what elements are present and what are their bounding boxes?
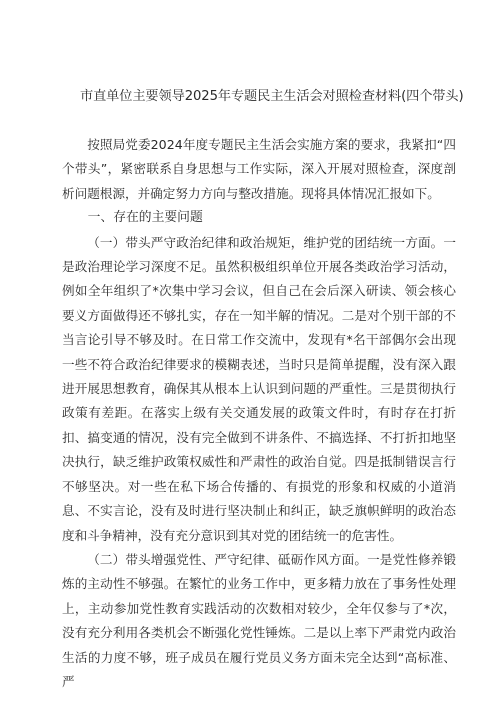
document-title: 市直单位主要领导2025年专题民主生活会对照检查材料(四个带头) xyxy=(80,89,464,104)
intro-paragraph: 按照局党委2024年度专题民主生活会实施方案的要求，我紧扣“四个带头”，紧密联系自身思想与工作实际，深入开展对照检查，深度剖析问题根源，并确定努力方向与整改措施。现将具体情况汇报如下。 xyxy=(62,137,456,201)
section-heading: 一、存在的主要问题 xyxy=(87,210,203,226)
body-paragraph-2: （二）带头增强党性、严守纪律、砥砺作风方面。一是党性修养锻炼的主动性不够强。在繁忙的业务工作中，更多精力放在了事务性处理上，主动参加党性教育实践活动的次数相对较少，全年仅参与了*次，没有充分利用各类机会不断强化党性锤炼。二是以上率下严肃党内政治生活的力度不够，班子成员在履行党员义务方面未完全达到“高标准、严 xyxy=(62,551,456,689)
body-paragraph-1: （一）带头严守政治纪律和政治规矩，维护党的团结统一方面。一是政治理论学习深度不足。虽然积极组织单位开展各类政治学习活动，例如全年组织了*次集中学习会议，但自己在会后深入研读、领会核心要义方面做得还不够扎实，存在一知半解的情况。二是对个别干部的不当言论引导不够及时。在日常工作交流中，发现有*名干部偶尔会出现一些不符合政治纪律要求的模糊表述，当时只是简单提醒，没有深入跟进开展思想教育，确保其从根本上认识到问题的严重性。三是贯彻执行政策有差距。在落实上级有关交通发展的政策文件时，有时存在打折扣、搞变通的情况，没有完全做到不讲条件、不搞选择、不打折扣地坚决执行，缺乏维护政策权威性和严肃性的政治自觉。四是抵制错误言行不够坚决。对一些在私下场合传播的、有损党的形象和权威的小道消息、不实言论，没有及时进行坚决制止和纠正，缺乏旗帜鲜明的政治态度和斗争精神，没有充分意识到其对党的团结统一的危害性。 xyxy=(62,234,456,543)
